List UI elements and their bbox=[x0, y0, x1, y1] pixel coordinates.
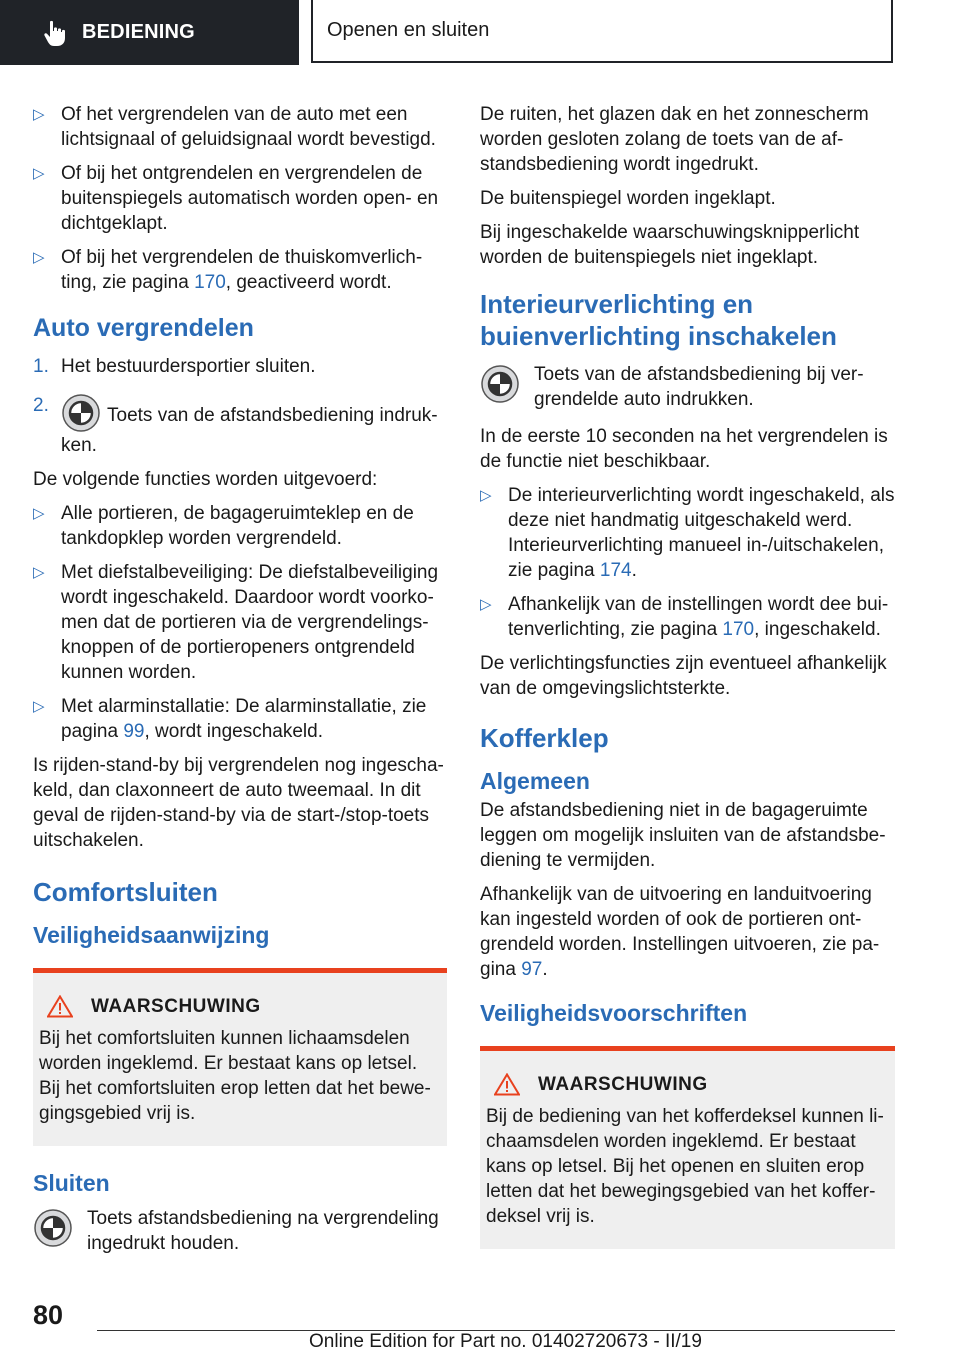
page-link-174[interactable]: 174 bbox=[599, 560, 632, 581]
list-item: ▷ Alle portieren, de bagageruimteklep en de tankdopklep worden vergrendeld. bbox=[33, 503, 414, 549]
sluiten-key-instruction: Toets afstandsbediening na vergrendeling ingedrukt houden. bbox=[33, 1206, 447, 1256]
paragraph: De afstandsbediening niet in de bagageruimte leggen om mogelijk insluiten van de afstandsbe-diening te vermijden. bbox=[480, 800, 886, 871]
list-item: ▷ Afhankelijk van de instellingen wordt dee bui-tenverlichting, zie pagina 170, ingeschakeld. bbox=[480, 594, 889, 640]
section-tab bbox=[0, 0, 299, 65]
page-number: 80 bbox=[33, 1300, 64, 1330]
bmw-key-button-icon bbox=[61, 393, 101, 433]
heading-veiligheidsvoorschriften: Veiligheidsvoorschriften bbox=[480, 1000, 748, 1026]
section-label: BEDIENING bbox=[82, 21, 195, 43]
list-item: ▷ Met diefstalbeveiliging: De diefstalbeveiliging wordt ingeschakeld. Daardoor wordt voorko-men dat de portieren via de vergrendelings-knoppen of de portieropeners ontgrendeld kunnen worden. bbox=[33, 562, 439, 683]
warning-title: WAARSCHUWING bbox=[39, 995, 439, 1018]
paragraph: Bij ingeschakelde waarschuwingsknipperlicht worden de buitenspiegels niet ingeklapt. bbox=[480, 222, 860, 268]
list-item: ▷ De interieurverlichting wordt ingeschakeld, als deze niet handmatig uitgeschakeld werd. Interieurverlichting manueel in-/uitschakelen, zie pagina 174. bbox=[480, 485, 895, 581]
page-link-170[interactable]: 170 bbox=[194, 272, 226, 293]
heading-auto-vergrendelen: Auto vergrendelen bbox=[33, 314, 254, 342]
list-item: ▷ Met alarminstallatie: De alarminstallatie, zie pagina 99, wordt ingeschakeld. bbox=[33, 696, 427, 742]
list-item: ▷ Of het vergrendelen van de auto met een lichtsignaal of geluidsignaal wordt bevestigd. bbox=[33, 104, 436, 150]
heading-comfortsluiten: Comfortsluiten bbox=[33, 877, 218, 907]
triangle-bullet-icon: ▷ bbox=[33, 249, 45, 266]
heading-interieurverlichting: Interieurverlichting en buienverlichting inschakelen bbox=[480, 289, 837, 351]
triangle-bullet-icon: ▷ bbox=[33, 505, 45, 522]
paragraph: De ruiten, het glazen dak en het zonnescherm worden gesloten zolang de toets van de af-standsbediening wordt ingedrukt. bbox=[480, 104, 869, 175]
warning-box bbox=[480, 1046, 895, 1249]
paragraph: Afhankelijk van de uitvoering en landuitvoering kan ingesteld worden of ook de portieren ont-grendeld worden. Instellingen uitvoeren, zie pa-gina 97. bbox=[480, 884, 880, 980]
paragraph: De buitenspiegel worden ingeklapt. bbox=[480, 188, 776, 209]
bmw-key-button-icon bbox=[33, 1208, 73, 1248]
page-link-97[interactable]: 97 bbox=[521, 959, 543, 980]
warning-title: WAARSCHUWING bbox=[486, 1073, 887, 1096]
bmw-key-button-icon bbox=[480, 364, 520, 404]
heading-kofferklep: Kofferklep bbox=[480, 723, 609, 753]
step-1: 1. Het bestuurdersportier sluiten. bbox=[33, 356, 316, 377]
warning-text: Bij de bediening van het kofferdeksel kunnen li-chaamsdelen worden ingeklemd. Er bestaat kans op letsel. Bij het openen en sluiten erop letten dat het bewegingsgebied van het koffer-deksel vrij is. bbox=[486, 1106, 884, 1227]
triangle-bullet-icon: ▷ bbox=[480, 487, 492, 504]
warning-triangle-icon bbox=[494, 1073, 520, 1096]
heading-sluiten: Sluiten bbox=[33, 1170, 110, 1196]
triangle-bullet-icon: ▷ bbox=[33, 106, 45, 123]
heading-algemeen: Algemeen bbox=[480, 768, 590, 794]
warning-text: Bij het comfortsluiten kunnen lichaamsdelen worden ingeklemd. Er bestaat kans op letsel. Bij het comfortsluiten erop letten dat het bewe-gingsgebied vrij is. bbox=[39, 1028, 431, 1124]
page-link-99[interactable]: 99 bbox=[123, 721, 145, 742]
triangle-bullet-icon: ▷ bbox=[480, 596, 492, 613]
right-column bbox=[480, 102, 895, 1271]
warning-triangle-icon bbox=[47, 995, 73, 1018]
list-item: ▷ Of bij het ontgrendelen en vergrendelen de buitenspiegels automatisch worden open- en dichtgeklapt. bbox=[33, 163, 439, 234]
chapter-title-text: Openen en sluiten bbox=[327, 19, 490, 41]
functions-intro: De volgende functies worden uitgevoerd: bbox=[33, 469, 378, 490]
step-2: 2. Toets van de afstandsbediening indruk-ken. bbox=[33, 395, 438, 456]
list-item: ▷ Of bij het vergrendelen de thuiskomverlich-ting, zie pagina 170, geactiveerd wordt. bbox=[33, 247, 423, 293]
chapter-title bbox=[311, 0, 893, 63]
triangle-bullet-icon: ▷ bbox=[33, 564, 45, 581]
paragraph: De verlichtingsfuncties zijn eventueel afhankelijk van de omgevingslichtsterkte. bbox=[480, 653, 887, 699]
page-link-170[interactable]: 170 bbox=[722, 619, 755, 640]
hand-touch-icon bbox=[40, 18, 70, 48]
paragraph: In de eerste 10 seconden na het vergrendelen is de functie niet beschikbaar. bbox=[480, 426, 888, 472]
edition-footer: Online Edition for Part no. 01402720673 - II/19 bbox=[309, 1331, 702, 1352]
triangle-bullet-icon: ▷ bbox=[33, 698, 45, 715]
interieur-key-instruction: Toets van de afstandsbediening bij ver-grendelde auto indrukken. bbox=[480, 362, 895, 412]
triangle-bullet-icon: ▷ bbox=[33, 165, 45, 182]
standby-paragraph: Is rijden-stand-by bij vergrendelen nog ingescha-keld, dan claxonneert de auto tweemaal. In dit geval de rijden-stand-by via de start-/stop-toets uitschakelen. bbox=[33, 755, 444, 851]
warning-box bbox=[33, 968, 447, 1146]
left-column bbox=[33, 102, 447, 1268]
heading-veiligheidsaanwijzing: Veiligheidsaanwijzing bbox=[33, 922, 270, 948]
